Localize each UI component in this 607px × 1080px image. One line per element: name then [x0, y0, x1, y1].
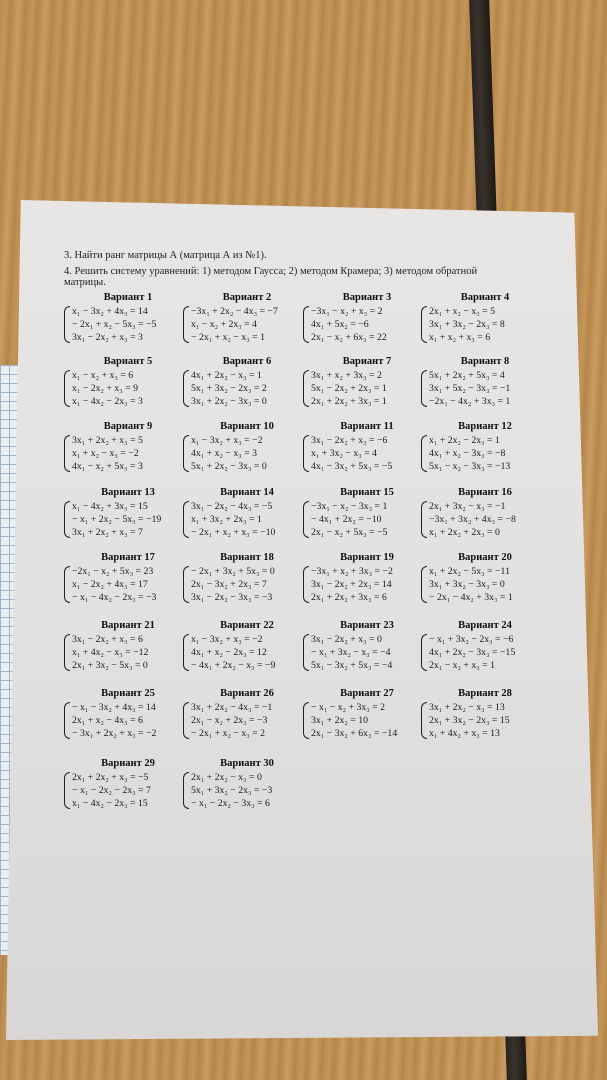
equation-line: 2x₁ − x₂ + x₃ = 1	[429, 660, 496, 671]
variant-title: Вариант 25	[101, 688, 155, 699]
variant-title: Вариант 28	[458, 688, 512, 699]
equation-line: 3x₁ + 2x₂ − 3x₃ = 0	[191, 396, 267, 407]
equation-line: x₁ + 2x₂ + 2x₃ = 0	[429, 527, 500, 538]
system-brace-icon	[303, 306, 309, 343]
system-brace-icon	[303, 435, 309, 472]
variant-block	[64, 688, 192, 740]
variant-block	[303, 421, 431, 473]
equation-system	[303, 701, 431, 740]
equation-line: − 4x₁ + 2x₂ − x₃ = −9	[191, 660, 276, 671]
equation-line: x₁ + 4x₂ − x₃ = −12	[72, 647, 149, 658]
equation-line: x₁ − 4x₂ − 2x₃ = 3	[72, 396, 143, 407]
equation-line: 3x₁ + 5x₂ − 3x₃ = −1	[429, 383, 511, 394]
system-brace-icon	[421, 435, 427, 472]
variant-block	[183, 292, 311, 344]
equation-line: − x₁ + 3x₂ − 2x₃ = −6	[429, 634, 514, 645]
system-brace-icon	[421, 306, 427, 343]
equation-line: 4x₁ + x₂ − 2x₃ = 12	[191, 647, 267, 658]
equation-line: −3x₁ + x₂ + 3x₃ = −2	[311, 566, 393, 577]
equation-line: 5x₁ − 2x₂ + 2x₃ = 1	[311, 383, 387, 394]
variant-block	[183, 356, 311, 408]
variant-title: Вариант 14	[220, 487, 274, 498]
equation-line: 4x₁ − 3x₂ + 5x₃ = −5	[311, 461, 393, 472]
variant-block	[64, 758, 192, 810]
variant-block	[183, 620, 311, 672]
variant-title: Вариант 8	[460, 356, 510, 367]
variant-title: Вариант 2	[222, 292, 272, 303]
equation-system	[64, 565, 192, 604]
equation-line: 5x₁ + 3x₂ − 2x₃ = −3	[191, 785, 273, 796]
task-4-text-line2: матрицы.	[64, 277, 106, 288]
system-brace-icon	[421, 370, 427, 407]
equation-line: − x₁ − 3x₂ + 4x₃ = 14	[72, 702, 156, 713]
variant-block	[303, 688, 431, 740]
system-brace-icon	[64, 306, 70, 343]
equation-line: −3x₁ − x₂ + x₃ = 2	[311, 306, 383, 317]
equation-line: 2x₁ + 2x₂ + x₃ = −5	[72, 772, 149, 783]
equation-line: 5x₁ + 2x₂ − 3x₃ = 0	[191, 461, 267, 472]
variant-title: Вариант 24	[458, 620, 512, 631]
equation-line: x₁ + x₂ + x₃ = 6	[429, 332, 491, 343]
variant-title: Вариант 16	[458, 487, 512, 498]
equation-system	[421, 500, 549, 539]
variant-title: Вариант 13	[101, 487, 155, 498]
system-brace-icon	[64, 435, 70, 472]
equation-system	[64, 633, 192, 672]
equation-line: 4x₁ + x₂ − x₃ = 3	[191, 448, 258, 459]
equation-system	[421, 369, 549, 408]
equation-line: x₁ − x₂ + x₃ = 6	[72, 370, 134, 381]
equation-system	[64, 434, 192, 473]
variant-title: Вариант 12	[458, 421, 512, 432]
equation-system	[303, 500, 431, 539]
variant-title: Вариант 22	[220, 620, 274, 631]
system-brace-icon	[303, 702, 309, 739]
system-brace-icon	[64, 634, 70, 671]
variant-block	[64, 620, 192, 672]
variant-block	[303, 292, 431, 344]
equation-line: 2x₁ + x₂ − 4x₃ = 6	[72, 715, 143, 726]
equation-line: 5x₁ − x₂ − 3x₃ = −13	[429, 461, 511, 472]
system-brace-icon	[303, 566, 309, 603]
variant-title: Вариант 20	[458, 552, 512, 563]
equation-line: x₁ − 4x₂ + 3x₃ = 15	[72, 501, 148, 512]
equation-line: 2x₁ − 3x₂ + 6x₃ = −14	[311, 728, 398, 739]
variant-block	[183, 487, 311, 539]
equation-system	[303, 633, 431, 672]
system-brace-icon	[421, 501, 427, 538]
variant-title: Вариант 1	[103, 292, 153, 303]
equation-system	[303, 434, 431, 473]
equation-line: x₁ + 3x₂ + 2x₃ = 1	[191, 514, 262, 525]
equation-line: 2x₁ + 2x₂ + 3x₃ = 1	[311, 396, 387, 407]
equation-system	[183, 565, 311, 604]
equation-line: −3x₁ + 2x₂ − 4x₃ = −7	[191, 306, 278, 317]
system-brace-icon	[303, 634, 309, 671]
equation-line: 3x₁ − 2x₂ + x₃ = 0	[311, 634, 382, 645]
equation-line: 2x₁ − 3x₂ + 2x₃ = 7	[191, 579, 267, 590]
variant-block	[183, 688, 311, 740]
equation-line: −3x₁ + 3x₂ + 4x₃ = −8	[429, 514, 516, 525]
equation-line: − 2x₁ + x₂ + x₃ = −10	[191, 527, 276, 538]
equation-line: − 2x₁ + 3x₂ + 5x₃ = 0	[191, 566, 275, 577]
equation-system	[303, 565, 431, 604]
system-brace-icon	[183, 501, 189, 538]
system-brace-icon	[183, 306, 189, 343]
system-brace-icon	[64, 501, 70, 538]
variant-title: Вариант 11	[340, 421, 394, 432]
equation-line: x₁ + 4x₂ + x₃ = 13	[429, 728, 500, 739]
equation-line: 3x₁ + 3x₂ − 3x₃ = 0	[429, 579, 505, 590]
variant-title: Вариант 23	[340, 620, 394, 631]
system-brace-icon	[421, 566, 427, 603]
equation-line: − x₁ − 2x₂ − 2x₃ = 7	[72, 785, 151, 796]
variant-block	[64, 292, 192, 344]
equation-line: 4x₁ − x₂ + 5x₃ = 3	[72, 461, 143, 472]
equation-line: 2x₁ − x₂ + 6x₃ = 22	[311, 332, 387, 343]
equation-system	[64, 369, 192, 408]
variant-block	[303, 487, 431, 539]
equation-system	[421, 701, 549, 740]
variant-title: Вариант 3	[342, 292, 392, 303]
variant-block	[421, 292, 549, 344]
equation-system	[64, 305, 192, 344]
variant-title: Вариант 17	[101, 552, 155, 563]
equation-line: 2x₁ + 3x₂ − 5x₃ = 0	[72, 660, 148, 671]
equation-line: − 4x₁ + 2x₂ = −10	[311, 514, 382, 525]
equation-line: 2x₁ + 3x₂ − 2x₃ = 15	[429, 715, 510, 726]
equation-line: 5x₁ + 3x₂ − 2x₃ = 2	[191, 383, 267, 394]
equation-system	[183, 305, 311, 344]
variant-block	[421, 688, 549, 740]
equation-system	[64, 500, 192, 539]
equation-line: 2x₁ + 2x₂ + 3x₃ = 6	[311, 592, 387, 603]
equation-line: − x₁ − 4x₂ − 2x₃ = −3	[72, 592, 157, 603]
equation-line: −3x₁ − x₂ − 3x₃ = 1	[311, 501, 388, 512]
equation-line: 4x₁ + x₂ − 3x₃ = −8	[429, 448, 506, 459]
equation-system	[183, 771, 311, 810]
equation-line: 3x₁ + x₂ + 3x₃ = 2	[311, 370, 382, 381]
variant-title: Вариант 9	[103, 421, 153, 432]
task-4-text-line1: 4. Решить систему уравнений: 1) методом Гаусса; 2) методом Крамера; 3) методом обратной	[64, 266, 478, 277]
equation-line: − 2x₁ + x₂ − 5x₃ = −5	[72, 319, 157, 330]
system-brace-icon	[183, 634, 189, 671]
variant-title: Вариант 5	[103, 356, 153, 367]
equation-system	[183, 500, 311, 539]
system-brace-icon	[183, 435, 189, 472]
variant-block	[421, 421, 549, 473]
system-brace-icon	[64, 702, 70, 739]
equation-line: x₁ + 3x₂ − x₃ = 4	[311, 448, 378, 459]
equation-line: 4x₁ + 5x₂ = −6	[311, 319, 369, 330]
system-brace-icon	[421, 634, 427, 671]
equation-line: 3x₁ + 2x₂ + x₃ = 5	[72, 435, 143, 446]
equation-system	[64, 701, 192, 740]
equation-line: x₁ + 2x₂ − 5x₃ = −11	[429, 566, 510, 577]
equation-system	[303, 305, 431, 344]
system-brace-icon	[64, 772, 70, 809]
equation-line: x₁ − 3x₂ + 4x₃ = 14	[72, 306, 148, 317]
variant-block	[303, 356, 431, 408]
equation-line: 4x₁ + 2x₂ − 3x₃ = −15	[429, 647, 516, 658]
equation-line: 3x₁ + 2x₂ − 4x₃ = −1	[191, 702, 273, 713]
system-brace-icon	[64, 370, 70, 407]
system-brace-icon	[183, 566, 189, 603]
equation-line: x₁ + x₂ − x₃ = −2	[72, 448, 139, 459]
system-brace-icon	[183, 702, 189, 739]
equation-system	[303, 369, 431, 408]
variant-title: Вариант 7	[342, 356, 392, 367]
equation-line: 3x₁ + 3x₂ − 2x₃ = 8	[429, 319, 505, 330]
equation-line: 3x₁ − 2x₂ − 3x₃ = −3	[191, 592, 273, 603]
equation-line: 4x₁ + 2x₂ − x₃ = 1	[191, 370, 262, 381]
equation-system	[421, 565, 549, 604]
equation-line: x₁ − 2x₂ + x₃ = 9	[72, 383, 139, 394]
equation-line: − 2x₁ + x₂ − x₃ = 1	[191, 332, 265, 343]
variant-block	[421, 620, 549, 672]
variant-title: Вариант 4	[460, 292, 510, 303]
variant-title: Вариант 6	[222, 356, 272, 367]
equation-system	[183, 701, 311, 740]
equation-line: 5x₁ + 2x₂ + 5x₃ = 4	[429, 370, 505, 381]
variant-title: Вариант 30	[220, 758, 274, 769]
variant-block	[64, 487, 192, 539]
equation-line: 3x₁ − 2x₂ − 4x₃ = −5	[191, 501, 273, 512]
variant-block	[303, 552, 431, 604]
equation-line: x₁ − x₂ + 2x₃ = 4	[191, 319, 258, 330]
variant-title: Вариант 18	[220, 552, 274, 563]
variant-block	[64, 552, 192, 604]
variant-block	[64, 421, 192, 473]
equation-line: x₁ + 2x₂ − 2x₃ = 1	[429, 435, 500, 446]
task-3-text: 3. Найти ранг матрицы А (матрица А из №1).	[64, 250, 267, 261]
variant-block	[421, 552, 549, 604]
equation-line: 2x₁ + 2x₂ − x₃ = 0	[191, 772, 262, 783]
equation-line: 3x₁ + 2x₂ = 10	[311, 715, 369, 726]
equation-system	[421, 633, 549, 672]
equation-line: − x₁ − 2x₂ − 3x₃ = 6	[191, 798, 270, 809]
equation-line: 2x₁ + x₂ − x₃ = 5	[429, 306, 496, 317]
variant-block	[183, 758, 311, 810]
variant-block	[421, 356, 549, 408]
equation-system	[183, 633, 311, 672]
equation-line: 3x₁ − 2x₂ + x₃ = 6	[72, 634, 143, 645]
variant-title: Вариант 27	[340, 688, 394, 699]
equation-system	[183, 369, 311, 408]
variant-title: Вариант 15	[340, 487, 394, 498]
variant-title: Вариант 26	[220, 688, 274, 699]
equation-line: − 2x₁ − 4x₂ + 3x₃ = 1	[429, 592, 513, 603]
equation-line: x₁ − 2x₂ + 4x₃ = 17	[72, 579, 148, 590]
equation-line: 3x₁ − 2x₂ + x₃ = −6	[311, 435, 388, 446]
system-brace-icon	[303, 370, 309, 407]
equation-line: 3x₁ + 2x₂ − x₃ = 13	[429, 702, 505, 713]
variant-block	[183, 552, 311, 604]
equation-line: 2x₁ + 3x₂ − x₃ = −1	[429, 501, 506, 512]
equation-line: 3x₁ − 2x₂ + x₃ = 3	[72, 332, 143, 343]
variant-block	[303, 620, 431, 672]
equation-line: −2x₁ − x₂ + 5x₃ = 23	[72, 566, 154, 577]
variant-title: Вариант 29	[101, 758, 155, 769]
variant-title: Вариант 21	[101, 620, 155, 631]
equation-line: − 2x₁ + x₂ − x₃ = 2	[191, 728, 265, 739]
equation-line: 3x₁ − 2x₂ + 2x₃ = 14	[311, 579, 392, 590]
equation-system	[421, 434, 549, 473]
equation-line: − x₁ + 2x₂ − 5x₃ = −19	[72, 514, 162, 525]
system-brace-icon	[183, 772, 189, 809]
equation-line: − x₁ + 3x₂ − x₃ = −4	[311, 647, 391, 658]
equation-line: 5x₁ − 3x₂ + 5x₃ = −4	[311, 660, 393, 671]
equation-line: x₁ − 3x₂ + x₃ = −2	[191, 634, 263, 645]
equation-line: 2x₁ − x₂ + 5x₃ = −5	[311, 527, 388, 538]
variant-block	[64, 356, 192, 408]
variant-block	[421, 487, 549, 539]
equation-system	[183, 434, 311, 473]
equation-line: −2x₁ − 4x₂ + 3x₃ = 1	[429, 396, 511, 407]
equation-line: x₁ − 4x₂ − 2x₃ = 15	[72, 798, 148, 809]
equation-system	[421, 305, 549, 344]
system-brace-icon	[64, 566, 70, 603]
variant-title: Вариант 19	[340, 552, 394, 563]
system-brace-icon	[421, 702, 427, 739]
variant-block	[183, 421, 311, 473]
equation-line: 2x₁ − x₂ + 2x₃ = −3	[191, 715, 268, 726]
equation-line: − 3x₁ + 2x₂ + x₃ = −2	[72, 728, 157, 739]
system-brace-icon	[183, 370, 189, 407]
equation-line: − x₁ − x₂ + 3x₃ = 2	[311, 702, 385, 713]
equation-line: 3x₁ + 2x₂ + x₃ = 7	[72, 527, 143, 538]
equation-system	[64, 771, 192, 810]
equation-line: x₁ − 3x₂ + x₃ = −2	[191, 435, 263, 446]
system-brace-icon	[303, 501, 309, 538]
variant-title: Вариант 10	[220, 421, 274, 432]
